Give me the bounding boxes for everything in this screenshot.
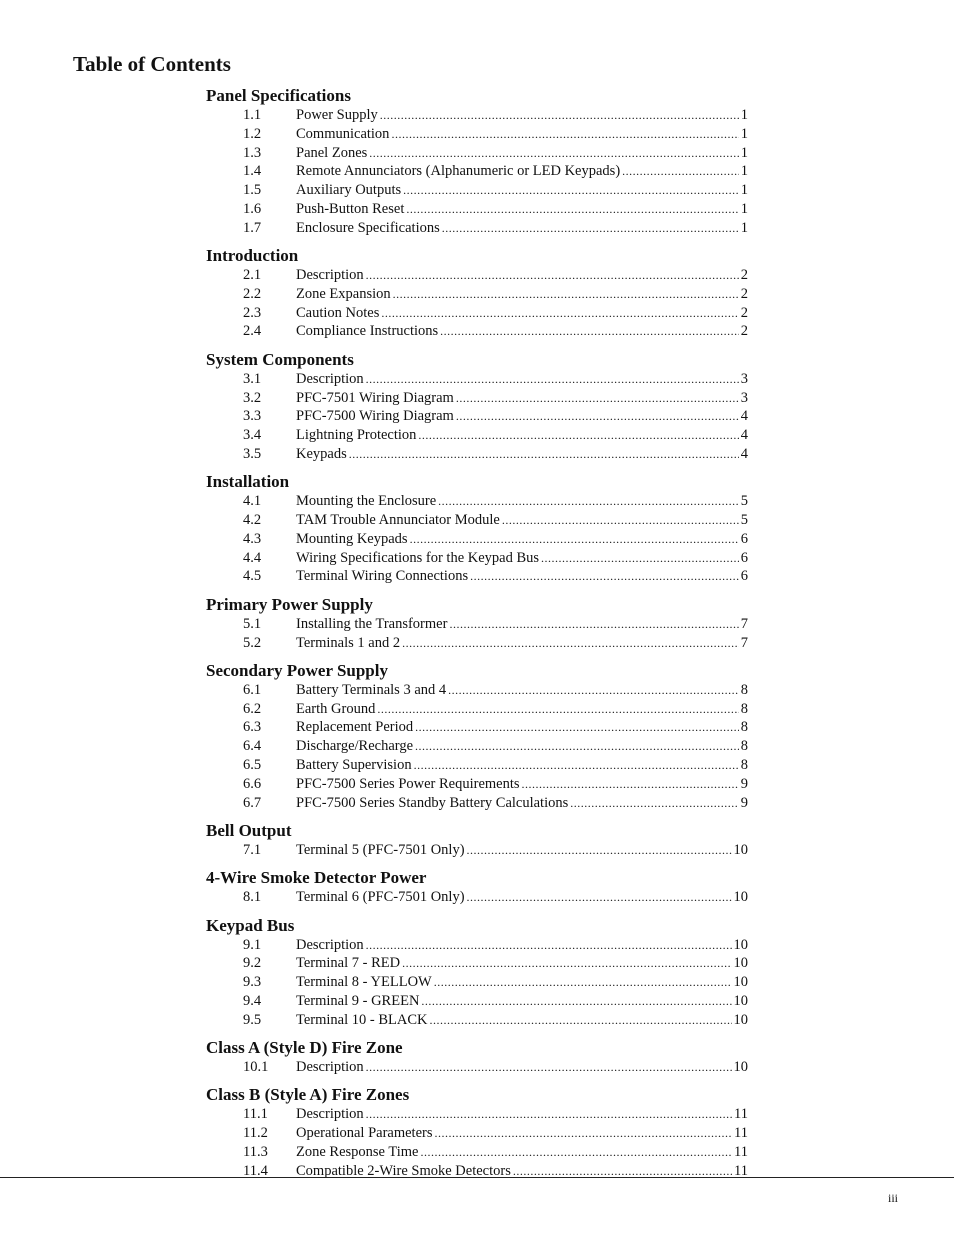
section-title[interactable]: Class B (Style A) Fire Zones — [206, 1085, 410, 1105]
entry-line — [296, 1058, 748, 1077]
entry-line — [296, 370, 748, 389]
entry-page-number: 5 — [740, 493, 748, 510]
entry-line — [296, 841, 748, 860]
entry-title: Description — [296, 936, 364, 953]
section-title[interactable]: Bell Output — [206, 820, 292, 840]
entry-number: 1.5 — [243, 182, 262, 199]
entry-number: 6.3 — [243, 719, 262, 736]
entry-line — [296, 794, 748, 813]
entry-number: 1.3 — [243, 144, 262, 161]
entry-page-number: 10 — [733, 955, 748, 972]
entry-line — [296, 285, 748, 304]
entry-number: 2.2 — [243, 285, 262, 302]
entry-number: 11.3 — [243, 1143, 268, 1160]
dot-leader — [429, 1011, 731, 1030]
entry-number: 8.1 — [243, 889, 262, 906]
entry-number: 7.1 — [243, 841, 262, 858]
entry-page-number: 3 — [740, 370, 748, 387]
entry-line — [296, 1143, 748, 1162]
section-title[interactable]: Keypad Bus — [206, 915, 295, 935]
entry-line — [296, 304, 748, 323]
entry-page-number: 1 — [740, 144, 748, 161]
entry-title: Compatible 2-Wire Smoke Detectors — [296, 1162, 511, 1179]
entry-title: TAM Trouble Annunciator Module — [296, 512, 500, 529]
entry-page-number: 1 — [740, 219, 748, 236]
entry-title: Panel Zones — [296, 144, 368, 161]
entry-page-number: 11 — [734, 1125, 748, 1142]
entry-page-number: 8 — [740, 738, 748, 755]
entry-number: 6.2 — [243, 700, 262, 717]
dot-leader — [440, 322, 739, 341]
entry-title: Push-Button Reset — [296, 200, 405, 217]
entry-line — [296, 106, 748, 125]
entry-page-number: 8 — [740, 719, 748, 736]
entry-line — [296, 407, 748, 426]
entry-page-number: 9 — [740, 775, 748, 792]
entry-line — [296, 681, 748, 700]
entry-page-number: 4 — [740, 445, 748, 462]
entry-title: Terminal 5 (PFC-7501 Only) — [296, 841, 465, 858]
toc-entry[interactable] — [206, 756, 748, 775]
entry-page-number: 11 — [734, 1162, 748, 1179]
entry-title: Wiring Specifications for the Keypad Bus — [296, 549, 540, 566]
entry-number: 3.4 — [243, 427, 262, 444]
entry-page-number: 8 — [740, 681, 748, 698]
entry-line — [296, 718, 748, 737]
entry-line — [296, 219, 748, 238]
toc-entry[interactable] — [206, 954, 748, 973]
entry-line — [296, 737, 748, 756]
entry-title: Terminal 8 - YELLOW — [296, 974, 432, 991]
entry-line — [296, 936, 748, 955]
entry-line — [296, 549, 748, 568]
entry-number: 5.1 — [243, 615, 262, 632]
dot-leader — [438, 492, 739, 511]
entry-title: Communication — [296, 125, 390, 142]
entry-line — [296, 756, 748, 775]
toc-entry[interactable] — [206, 1143, 748, 1162]
dot-leader — [502, 511, 739, 530]
toc-section — [206, 472, 748, 586]
dot-leader — [381, 304, 738, 323]
entry-title: Keypads — [296, 445, 347, 462]
entry-line — [296, 1105, 748, 1124]
toc-section — [206, 661, 748, 813]
entry-title: Discharge/Recharge — [296, 738, 414, 755]
entry-title: Operational Parameters — [296, 1125, 433, 1142]
entry-title: Caution Notes — [296, 304, 380, 321]
dot-leader — [366, 1105, 732, 1124]
entry-title: Terminal 7 - RED — [296, 955, 401, 972]
toc-entry[interactable] — [206, 718, 748, 737]
section-title[interactable]: 4-Wire Smoke Detector Power — [206, 868, 427, 888]
entry-number: 10.1 — [243, 1058, 269, 1075]
entry-title: PFC-7501 Wiring Diagram — [296, 389, 454, 406]
entry-page-number: 10 — [733, 974, 748, 991]
dot-leader — [434, 1124, 732, 1143]
toc-entry[interactable] — [206, 389, 748, 408]
toc-entry[interactable] — [206, 200, 748, 219]
entry-title: Installing the Transformer — [296, 615, 448, 632]
entry-number: 4.5 — [243, 568, 262, 585]
entry-title: Terminal Wiring Connections — [296, 568, 469, 585]
dot-leader — [391, 125, 738, 144]
entry-number: 6.7 — [243, 794, 262, 811]
entry-title: Terminal 10 - BLACK — [296, 1011, 428, 1028]
dot-leader — [415, 737, 739, 756]
entry-line — [296, 162, 748, 181]
entry-page-number: 10 — [733, 992, 748, 1009]
entry-page-number: 6 — [740, 568, 748, 585]
dot-leader — [366, 936, 732, 955]
entry-line — [296, 266, 748, 285]
entry-number: 2.1 — [243, 267, 262, 284]
dot-leader — [393, 285, 739, 304]
toc-entry[interactable] — [206, 181, 748, 200]
entry-number: 3.3 — [243, 408, 262, 425]
toc-entry[interactable] — [206, 973, 748, 992]
entry-number: 11.4 — [243, 1162, 268, 1179]
dot-leader — [448, 681, 739, 700]
entry-page-number: 4 — [740, 427, 748, 444]
entry-line — [296, 125, 748, 144]
entry-title: PFC-7500 Series Power Requirements — [296, 775, 520, 792]
entry-line — [296, 954, 748, 973]
entry-number: 1.4 — [243, 163, 262, 180]
dot-leader — [421, 992, 731, 1011]
toc-entry[interactable] — [206, 615, 748, 634]
toc-entry[interactable] — [206, 775, 748, 794]
entry-title: Lightning Protection — [296, 427, 417, 444]
dot-leader — [402, 954, 731, 973]
entry-line — [296, 1124, 748, 1143]
entry-line — [296, 511, 748, 530]
entry-title: Remote Annunciators (Alphanumeric or LED Keypads) — [296, 163, 621, 180]
dot-leader — [366, 266, 739, 285]
entry-line — [296, 389, 748, 408]
entry-title: Description — [296, 1106, 364, 1123]
page-number: iii — [887, 1191, 898, 1205]
entry-line — [296, 181, 748, 200]
toc-entry[interactable] — [206, 426, 748, 445]
section-title[interactable]: Primary Power Supply — [206, 594, 373, 614]
entry-line — [296, 445, 748, 464]
section-title[interactable]: Installation — [206, 472, 290, 492]
entry-title: Description — [296, 1058, 364, 1075]
toc-section — [206, 1038, 748, 1077]
dot-leader — [366, 1058, 732, 1077]
dot-leader — [420, 1143, 732, 1162]
dot-leader — [541, 549, 739, 568]
entry-page-number: 6 — [740, 530, 748, 547]
section-title[interactable]: Introduction — [206, 246, 299, 266]
entry-line — [296, 200, 748, 219]
toc-entry[interactable] — [206, 1058, 748, 1077]
dot-leader — [467, 888, 732, 907]
entry-number: 9.2 — [243, 955, 262, 972]
entry-number: 9.4 — [243, 992, 262, 1009]
entry-title: Enclosure Specifications — [296, 219, 440, 236]
toc-entry[interactable] — [206, 370, 748, 389]
entry-page-number: 10 — [733, 936, 748, 953]
entry-page-number: 6 — [740, 549, 748, 566]
dot-leader — [377, 700, 738, 719]
entry-number: 4.1 — [243, 493, 262, 510]
toc-entry[interactable] — [206, 936, 748, 955]
footer-rule — [0, 1177, 954, 1178]
toc-entry[interactable] — [206, 219, 748, 238]
entry-number: 1.7 — [243, 219, 262, 236]
dot-leader — [449, 615, 738, 634]
entry-title: Battery Supervision — [296, 757, 412, 774]
entry-line — [296, 615, 748, 634]
section-title[interactable]: System Components — [206, 349, 354, 369]
toc-section — [206, 1085, 748, 1180]
section-title[interactable]: Class A (Style D) Fire Zone — [206, 1037, 403, 1057]
entry-title: Replacement Period — [296, 719, 414, 736]
entry-number: 9.3 — [243, 974, 262, 991]
entry-title: Mounting Keypads — [296, 530, 408, 547]
toc-entry[interactable] — [206, 106, 748, 125]
entry-number: 4.2 — [243, 512, 262, 529]
entry-page-number: 10 — [733, 841, 748, 858]
toc-entry[interactable] — [206, 737, 748, 756]
entry-title: Zone Response Time — [296, 1143, 419, 1160]
dot-leader — [410, 530, 739, 549]
dot-leader — [442, 219, 739, 238]
dot-leader — [349, 445, 739, 464]
entry-number: 1.1 — [243, 107, 262, 123]
entry-line — [296, 634, 748, 653]
toc-entry[interactable] — [206, 992, 748, 1011]
page-title: Table of Contents — [73, 52, 231, 76]
dot-leader — [434, 973, 732, 992]
entry-line — [296, 426, 748, 445]
toc-entry[interactable] — [206, 445, 748, 464]
entry-title: Description — [296, 267, 364, 284]
entry-line — [296, 1011, 748, 1030]
entry-number: 2.4 — [243, 323, 262, 340]
table-of-contents — [206, 86, 748, 1189]
toc-entry[interactable] — [206, 162, 748, 181]
entry-number: 11.2 — [243, 1125, 268, 1142]
toc-section — [206, 821, 748, 860]
entry-number: 1.2 — [243, 125, 262, 142]
entry-number: 9.1 — [243, 936, 262, 953]
toc-entry[interactable] — [206, 567, 748, 586]
entry-line — [296, 973, 748, 992]
dot-leader — [415, 718, 739, 737]
toc-entry[interactable] — [206, 700, 748, 719]
dot-leader — [406, 200, 738, 219]
dot-leader — [456, 407, 739, 426]
toc-section — [206, 350, 748, 464]
entry-line — [296, 322, 748, 341]
section-title[interactable]: Panel Specifications — [206, 86, 351, 105]
toc-entry[interactable] — [206, 634, 748, 653]
toc-entry[interactable] — [206, 304, 748, 323]
entry-page-number: 5 — [740, 512, 748, 529]
toc-entry[interactable] — [206, 511, 748, 530]
toc-entry[interactable] — [206, 492, 748, 511]
entry-title: Auxiliary Outputs — [296, 182, 402, 199]
entry-line — [296, 567, 748, 586]
entry-number: 4.4 — [243, 549, 262, 566]
entry-page-number: 3 — [740, 389, 748, 406]
entry-title: Zone Expansion — [296, 285, 391, 302]
toc-entry[interactable] — [206, 1011, 748, 1030]
toc-entry[interactable] — [206, 407, 748, 426]
entry-page-number: 10 — [733, 889, 748, 906]
toc-entry[interactable] — [206, 530, 748, 549]
entry-page-number: 11 — [734, 1143, 748, 1160]
entry-number: 5.2 — [243, 634, 262, 651]
entry-line — [296, 492, 748, 511]
toc-entry[interactable] — [206, 549, 748, 568]
entry-line — [296, 775, 748, 794]
entry-number: 1.6 — [243, 200, 262, 217]
entry-number: 6.4 — [243, 738, 262, 755]
entry-number: 2.3 — [243, 304, 262, 321]
entry-number: 9.5 — [243, 1011, 262, 1028]
entry-page-number: 2 — [740, 285, 748, 302]
dot-leader — [418, 426, 738, 445]
entry-number: 6.1 — [243, 681, 262, 698]
toc-entry[interactable] — [206, 266, 748, 285]
entry-number: 6.5 — [243, 757, 262, 774]
entry-title: Battery Terminals 3 and 4 — [296, 681, 447, 698]
toc-section — [206, 916, 748, 1030]
toc-entry[interactable] — [206, 888, 748, 907]
toc-entry[interactable] — [206, 322, 748, 341]
entry-page-number: 2 — [740, 323, 748, 340]
entry-line — [296, 530, 748, 549]
entry-page-number: 1 — [740, 107, 748, 123]
entry-title: Power Supply — [296, 107, 378, 123]
entry-number: 3.1 — [243, 370, 262, 387]
section-title[interactable]: Secondary Power Supply — [206, 660, 388, 680]
entry-line — [296, 700, 748, 719]
entry-title: PFC-7500 Wiring Diagram — [296, 408, 454, 425]
dot-leader — [414, 756, 739, 775]
entry-title: Compliance Instructions — [296, 323, 439, 340]
toc-entry[interactable] — [206, 144, 748, 163]
dot-leader — [366, 370, 739, 389]
entry-number: 4.3 — [243, 530, 262, 547]
entry-page-number: 1 — [740, 182, 748, 199]
entry-title: PFC-7500 Series Standby Battery Calculations — [296, 794, 569, 811]
entry-number: 11.1 — [243, 1106, 268, 1123]
entry-line — [296, 992, 748, 1011]
toc-section — [206, 86, 748, 238]
entry-page-number: 4 — [740, 408, 748, 425]
entry-line — [296, 144, 748, 163]
dot-leader — [369, 144, 738, 163]
toc-section — [206, 595, 748, 653]
dot-leader — [570, 794, 738, 813]
entry-title: Terminal 6 (PFC-7501 Only) — [296, 889, 465, 906]
toc-entry[interactable] — [206, 841, 748, 860]
entry-number: 6.6 — [243, 775, 262, 792]
entry-line — [296, 888, 748, 907]
dot-leader — [470, 567, 739, 586]
entry-page-number: 1 — [740, 163, 748, 180]
toc-section — [206, 246, 748, 341]
entry-number: 3.2 — [243, 389, 262, 406]
entry-page-number: 1 — [740, 125, 748, 142]
dot-leader — [522, 775, 739, 794]
entry-page-number: 11 — [734, 1106, 748, 1123]
entry-page-number: 7 — [740, 615, 748, 632]
entry-title: Mounting the Enclosure — [296, 493, 437, 510]
entry-title: Terminal 9 - GREEN — [296, 992, 420, 1009]
dot-leader — [403, 181, 739, 200]
dot-leader — [402, 634, 739, 653]
toc-entry[interactable] — [206, 681, 748, 700]
entry-page-number: 10 — [733, 1011, 748, 1028]
entry-page-number: 8 — [740, 700, 748, 717]
dot-leader — [467, 841, 732, 860]
dot-leader — [622, 162, 739, 181]
entry-page-number: 9 — [740, 794, 748, 811]
entry-page-number: 8 — [740, 757, 748, 774]
toc-entry[interactable] — [206, 125, 748, 144]
toc-section — [206, 868, 748, 907]
entry-title: Earth Ground — [296, 700, 376, 717]
toc-entry[interactable] — [206, 1105, 748, 1124]
toc-entry[interactable] — [206, 285, 748, 304]
toc-entry[interactable] — [206, 1124, 748, 1143]
entry-page-number: 1 — [740, 200, 748, 217]
entry-page-number: 2 — [740, 304, 748, 321]
dot-leader — [380, 106, 739, 125]
entry-title: Terminals 1 and 2 — [296, 634, 401, 651]
entry-number: 3.5 — [243, 445, 262, 462]
entry-page-number: 7 — [740, 634, 748, 651]
entry-page-number: 10 — [733, 1058, 748, 1075]
dot-leader — [456, 389, 739, 408]
toc-entry[interactable] — [206, 794, 748, 813]
entry-title: Description — [296, 370, 364, 387]
entry-page-number: 2 — [740, 267, 748, 284]
